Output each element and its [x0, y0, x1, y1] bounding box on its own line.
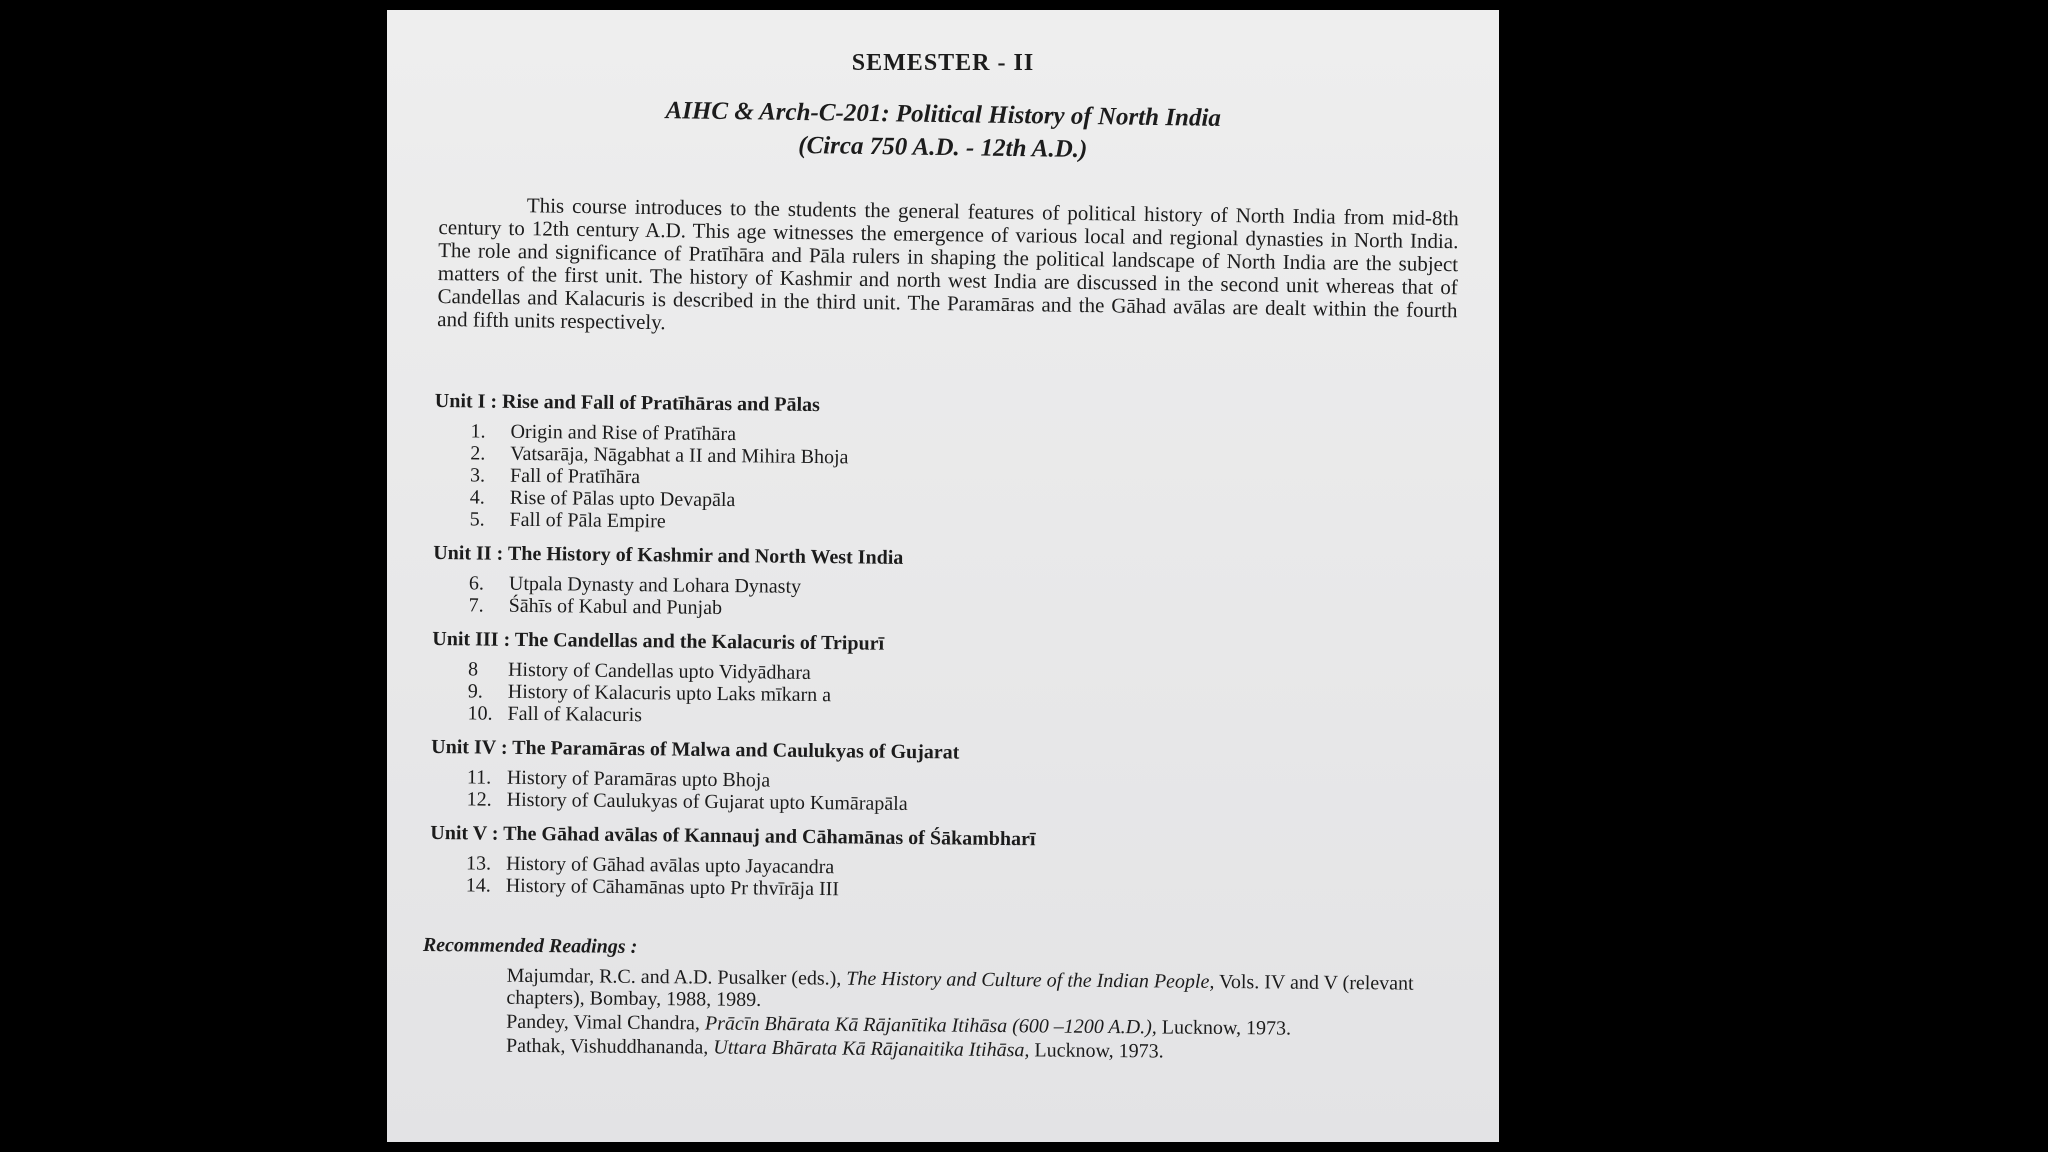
item-number: 10. — [467, 702, 493, 725]
reading-author: Pathak, Vishuddhananda, — [505, 1034, 714, 1059]
document-page — [387, 10, 1499, 1142]
item-text: Vatsarāja, Nāgabhat a II and Mihira Bhoja — [510, 442, 849, 469]
course-introduction: This course introduces to the students the general features of political history of North India from mid-8th century to 12th century A.D. This age witnesses the emergence of various local and regional dynasties in North India. The role and significance of Pratīhāra and Pāla rulers in shaping the political landscape of North India are the subject matters of the first unit. The history of Kashmir and north west India are discussed in the second unit whereas that of Candellas and Kalacuris is described in the third unit. The Paramāras and the Gāhad avālas are dealt within the fourth and fifth units respectively. — [437, 193, 1459, 335]
item-number: 9. — [467, 680, 483, 703]
reading-details: Vols. IV and V (relevant chapters), Bombay, 1988, 1989. — [506, 970, 1414, 1011]
recommended-readings — [422, 932, 1443, 1065]
item-text: History of Candellas upto Vidyādhara — [507, 658, 811, 684]
unit-topic-list — [431, 766, 1431, 820]
unit-heading: Unit V : The Gāhad avālas of Kannauj and Cāhamānas of Śākambharī — [430, 821, 1036, 851]
reading-details: Lucknow, 1973. — [1029, 1039, 1164, 1063]
item-text: History of Caulukyas of Gujarat upto Kumārapāla — [506, 788, 908, 815]
unit-heading: Unit I : Rise and Fall of Pratīhāras and Pālas — [434, 389, 820, 417]
readings-heading: Recommended Readings : — [422, 933, 638, 958]
item-number: 8 — [467, 658, 479, 681]
units-section — [430, 388, 1435, 916]
unit-5 — [430, 820, 1431, 906]
item-number: 4. — [469, 486, 485, 509]
item-number: 3. — [469, 464, 486, 487]
unit-topic-list — [430, 852, 1430, 906]
item-number: 1. — [470, 420, 486, 443]
item-text: History of Paramāras upto Bhoja — [506, 766, 771, 792]
item-text: History of Cāhamānas upto Pr thvīrāja III — [505, 874, 840, 901]
reading-details: Lucknow, 1973. — [1156, 1016, 1292, 1040]
reading-entry — [506, 965, 1426, 1017]
unit-heading: Unit IV : The Paramāras of Malwa and Caulukyas of Gujarat — [431, 735, 960, 764]
reading-author: Majumdar, R.C. and A.D. Pusalker (eds.), — [506, 964, 847, 990]
unit-topic-list — [431, 658, 1432, 734]
unit-4 — [431, 734, 1432, 820]
reading-title: The History and Culture of the Indian People, — [846, 967, 1215, 993]
item-text: Rise of Pālas upto Devapāla — [509, 486, 736, 512]
unit-3 — [431, 626, 1432, 734]
reading-author: Pandey, Vimal Chandra, — [506, 1010, 706, 1035]
item-text: History of Gāhad avālas upto Jayacandra — [505, 852, 835, 879]
item-text: Fall of Pāla Empire — [509, 508, 666, 533]
unit-2 — [433, 540, 1434, 626]
reading-title: Uttara Bhārata Kā Rājanaitika Itihāsa, — [713, 1036, 1030, 1062]
item-number: 7. — [468, 594, 484, 617]
item-text: Fall of Pratīhāra — [509, 464, 641, 489]
course-title-block — [387, 90, 1499, 172]
item-text: Śāhīs of Kabul and Punjab — [508, 594, 723, 620]
item-number: 5. — [469, 508, 485, 531]
unit-topic-list — [434, 420, 1435, 540]
item-text: Origin and Rise of Pratīhāra — [510, 420, 737, 446]
unit-1 — [434, 388, 1435, 540]
item-number: 12. — [466, 788, 492, 811]
unit-heading: Unit II : The History of Kashmir and North West India — [433, 541, 904, 569]
item-text: History of Kalacuris upto Laks mīkarn a — [507, 680, 832, 707]
item-number: 6. — [468, 572, 485, 595]
item-text: Fall of Kalacuris — [507, 702, 643, 727]
course-title: AIHC & Arch-C-201: Political History of North India — [665, 97, 1222, 132]
item-number: 11. — [466, 766, 492, 789]
course-period: (Circa 750 A.D. - 12th A.D.) — [798, 131, 1088, 164]
item-text: Utpala Dynasty and Lohara Dynasty — [508, 572, 802, 598]
item-number: 2. — [470, 442, 486, 465]
unit-heading: Unit III : The Candellas and the Kalacuris of Tripurī — [432, 627, 885, 655]
semester-heading: SEMESTER - II — [851, 50, 1035, 76]
item-number: 14. — [465, 874, 491, 897]
reading-title: Prācīn Bhārata Kā Rājanītika Itihāsa (600 –1200 A.D.), — [704, 1012, 1157, 1039]
item-number: 13. — [465, 852, 492, 875]
unit-topic-list — [433, 572, 1433, 626]
